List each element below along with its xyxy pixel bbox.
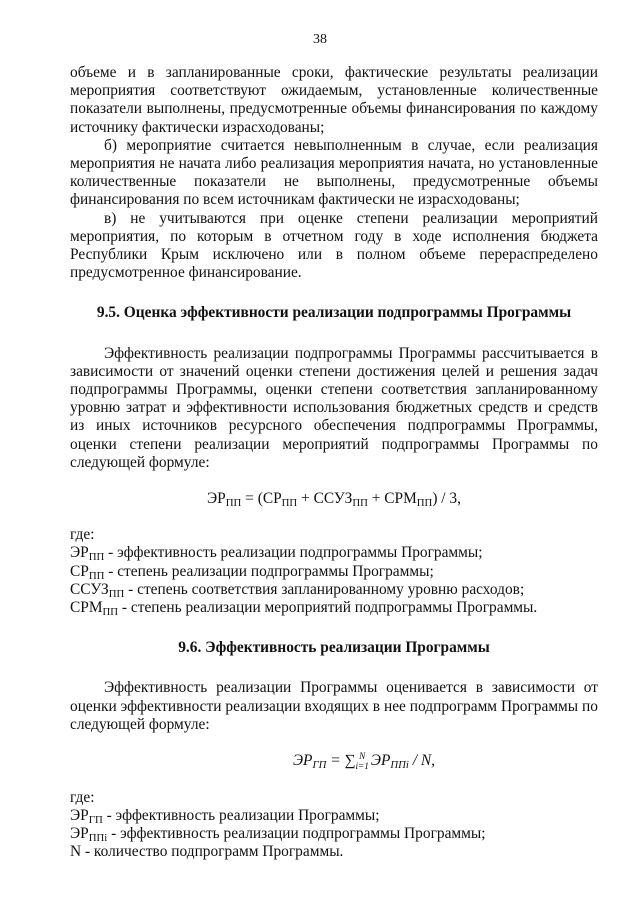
definition-line: $ЭР_{ПП}$ - эффективность реализации подпрограммы Программы; xyxy=(70,544,483,564)
paragraph: в) не учитываются при оценке степени реализации мероприятий мероприятия, по которым в отчетном году в ходе исполнения бюджета Республики Крым исключено или в полном объеме перераспределено предусмотренное финансирование. xyxy=(70,209,598,282)
definition-line: $ЭР_{ППi}$ - эффективность реализации подпрограммы Программы; xyxy=(70,825,486,845)
document-body xyxy=(70,64,598,862)
definition-line: $СР_{ПП}$ - степень реализации подпрограммы Программы; xyxy=(70,562,434,582)
paragraph: б) мероприятие считается невыполненным в случае, если реализация мероприятия не начата либо реализация мероприятия начата, но установленные количественные показатели не выполнены, предусмотренные объемы финансирования по всем источникам фактически не израсходованы; xyxy=(70,136,598,209)
sum-limits: N i=1 xyxy=(355,751,369,771)
section-heading-9-6: 9.6. Эффективность реализации Программы xyxy=(178,639,490,657)
paragraph: Эффективность реализации Программы оценивается в зависимости от оценки эффективности реализации входящих в нее подпрограмм Программы по следующей формуле: xyxy=(70,679,598,733)
sum-sign: ∑ xyxy=(344,752,356,770)
paragraph: объеме и в запланированные сроки, фактические результаты реализации мероприятия соответствуют ожидаемым, установленные количественные показатели выполнены, предусмотренные объемы финансирования по каждому источнику фактически израсходованы; xyxy=(70,64,598,136)
definition-line: $СРМ_{ПП}$ - степень реализации мероприятий подпрограммы Программы. xyxy=(70,599,538,619)
definition-line: $ЭР_{ГП}$ - эффективность реализации Программы; xyxy=(70,807,380,826)
section-heading-9-5: 9.5. Оценка эффективности реализации подпрограммы Программы xyxy=(96,304,572,322)
where-label: где: xyxy=(70,788,95,806)
page-number: 38 xyxy=(313,32,327,47)
paragraph: Эффективность реализации подпрограммы Программы рассчитывается в зависимости от значений оценки степени достижения целей и решения задач подпрограммы Программы, оценки степени соответствия запланированному уровню затрат и эффективности использования бюджетных средств и средств из иных источников ресурсного обеспечения подпрограммы Программы, оценки степени реализации мероприятий подпрограммы Программы по следующей формуле: xyxy=(70,344,598,471)
definition-line: $ССУЗ_{ПП}$ - степень соответствия запланированному уровню расходов; xyxy=(70,580,525,600)
definition-line: N - количество подпрограмм Программы. xyxy=(70,843,344,861)
formula-subprogram-efficiency: $ЭР_{ПП} = (СР_{ПП}$ + $ССУЗ_{ПП} + СРМ_{ПП}) / 3$, xyxy=(207,490,461,510)
formula-program-efficiency: $ЭР_{ГП}$ = ∑ N i=1 $ЭР_{ППi}$ / N, xyxy=(292,751,435,772)
where-label: где: xyxy=(70,526,95,544)
